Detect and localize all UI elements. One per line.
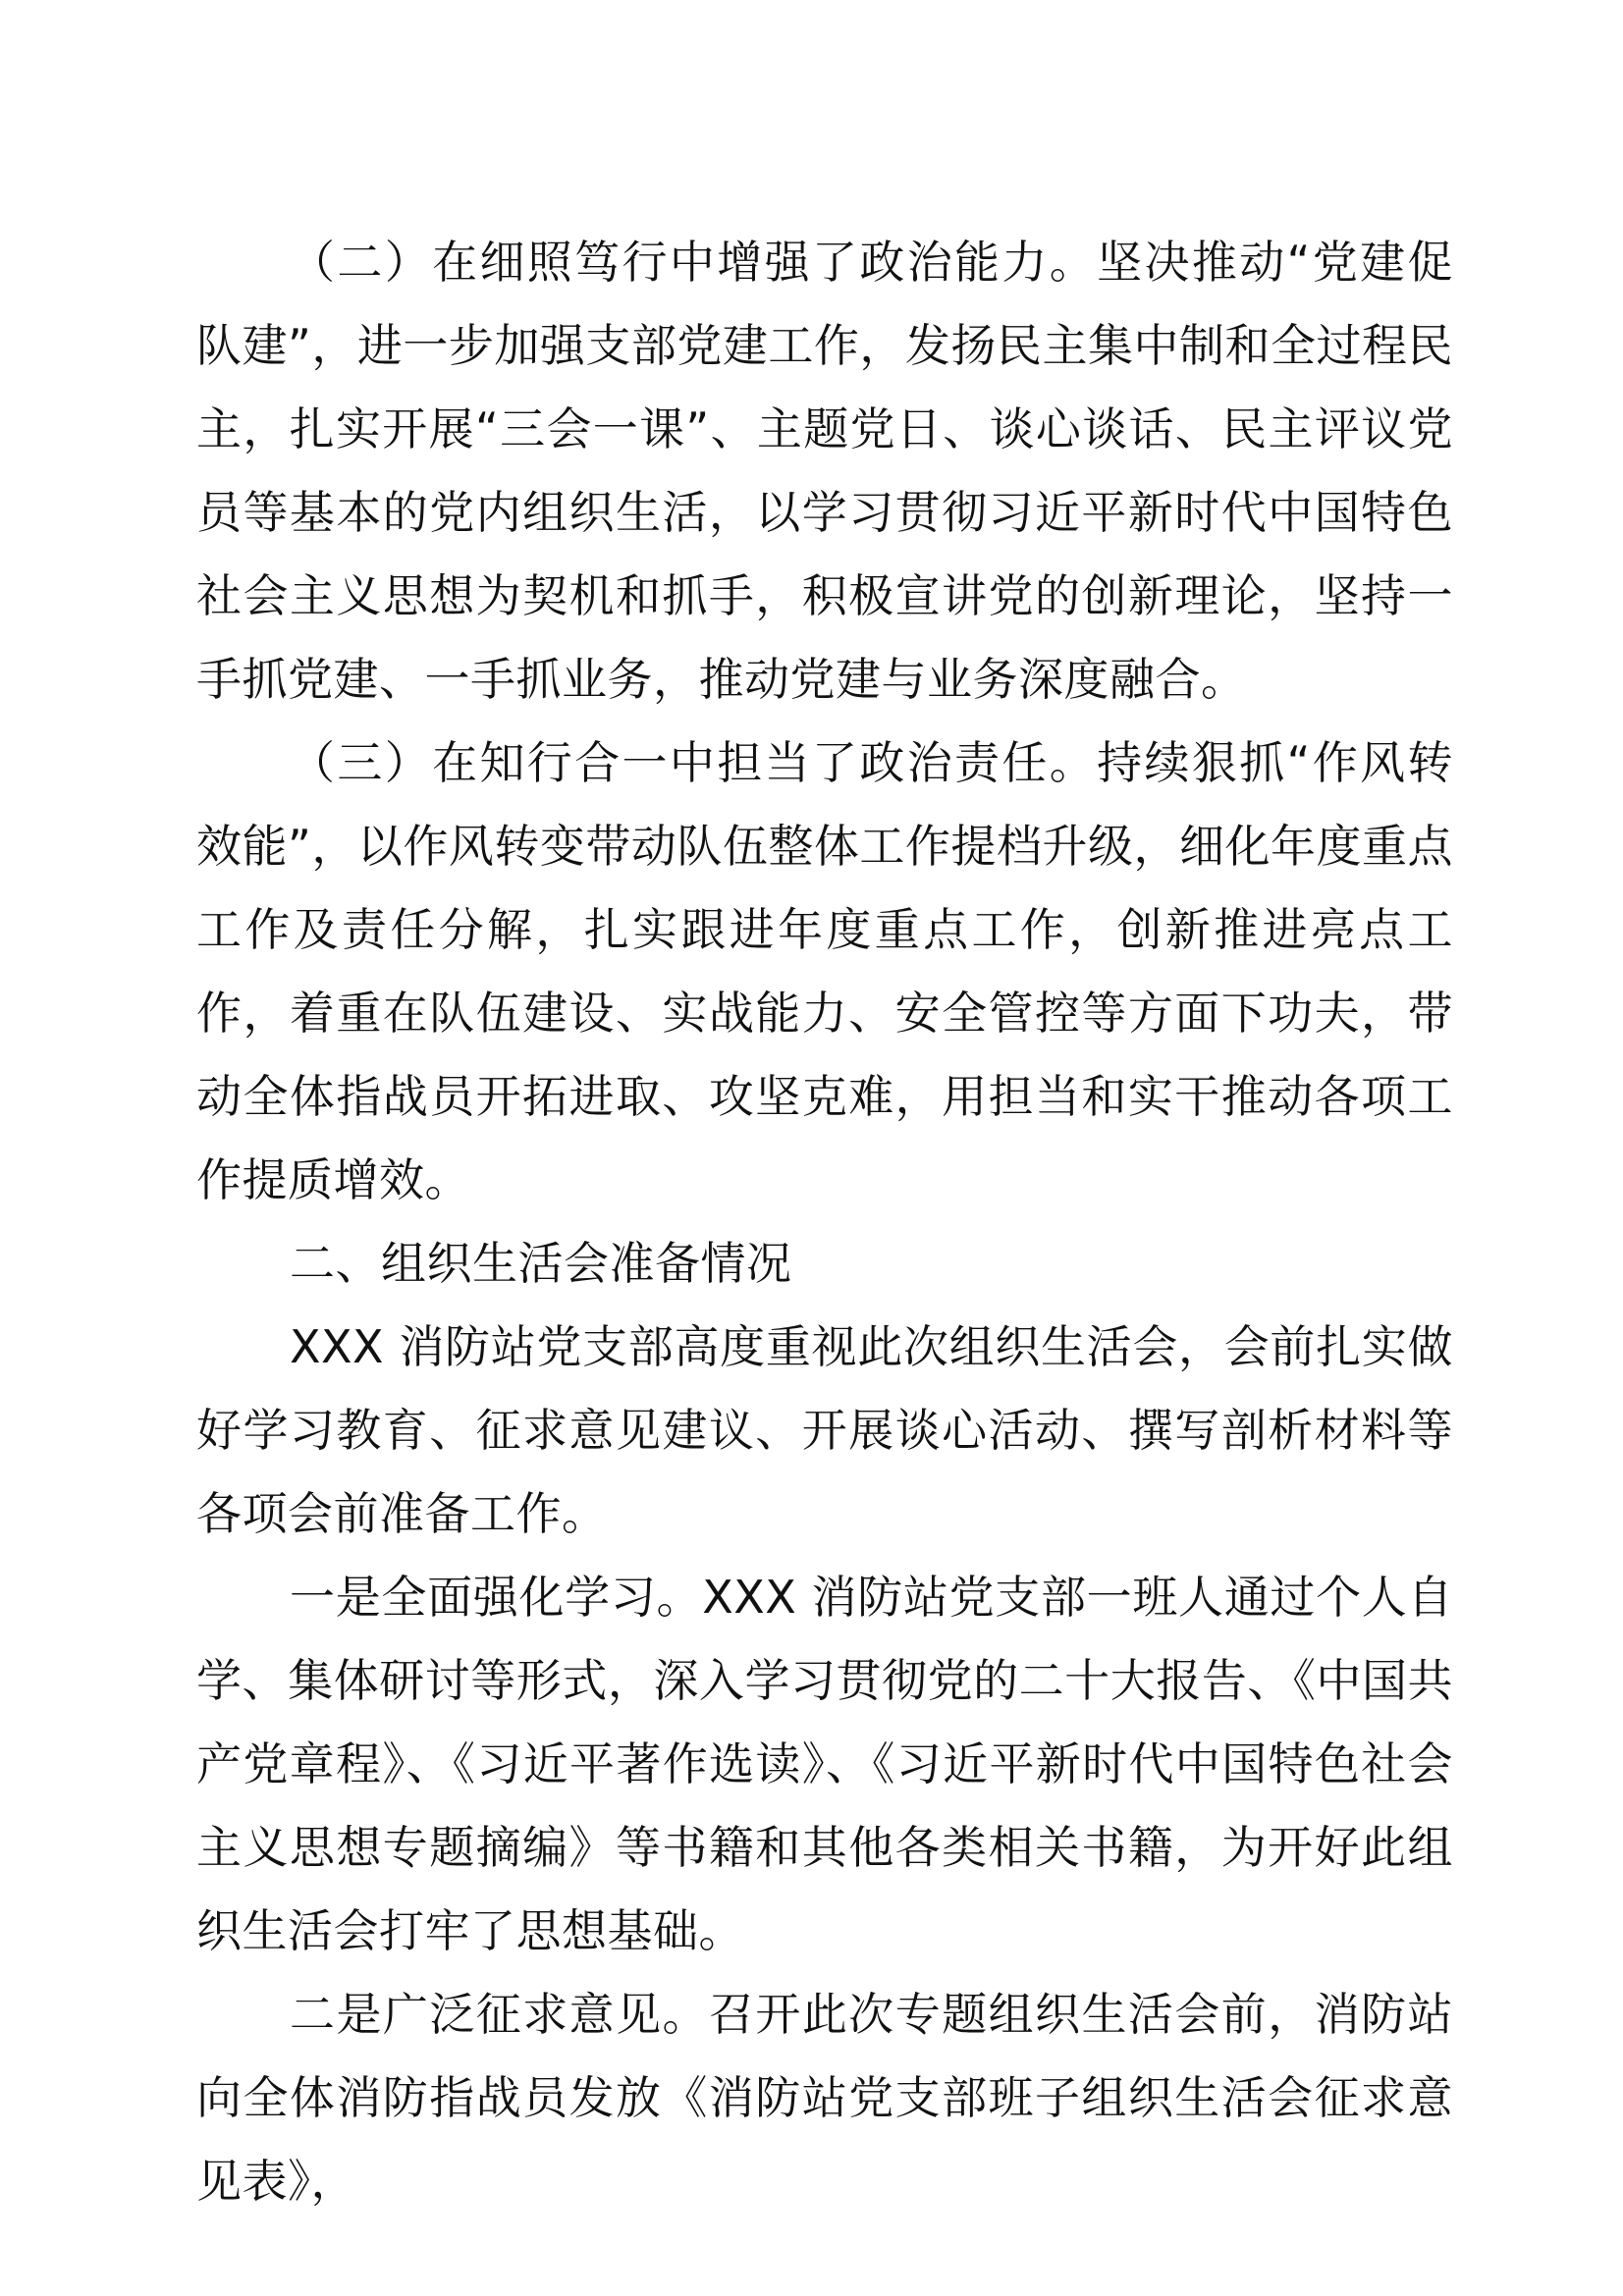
paragraph-solicit-opinions: 二是广泛征求意见。召开此次专题组织生活会前，消防站向全体消防指战员发放《消防站党支部班子组织生活会征求意见表》， [196, 1988, 1453, 2208]
paragraph-study: 一是全面强化学习。XXX 消防站党支部一班人通过个人自学、集体研讨等形式，深入学习贯彻党的二十大报告、《中国共产党章程》、《习近平著作选读》、《习近平新时代中国特色社会主义思想专题摘编》等书籍和其他各类相关书籍，为开好此组织生活会打牢了思想基础。 [196, 1571, 1453, 1957]
document-body [196, 221, 1453, 2223]
paragraph-political-responsibility: （三）在知行合一中担当了政治责任。持续狠抓“作风转效能”，以作风转变带动队伍整体工作提档升级，细化年度重点工作及责任分解，扎实跟进年度重点工作，创新推进亮点工作，着重在队伍建设、实战能力、安全管控等方面下功夫，带动全体指战员开拓进取、攻坚克难，用担当和实干推动各项工作提质增效。 [196, 736, 1453, 1206]
paragraph-political-ability: （二）在细照笃行中增强了政治能力。坚决推动“党建促队建”，进一步加强支部党建工作，发扬民主集中制和全过程民主，扎实开展“三会一课”、主题党日、谈心谈话、民主评议党员等基本的党内组织生活，以学习贯彻习近平新时代中国特色社会主义思想为契机和抓手，积极宣讲党的创新理论，坚持一手抓党建、一手抓业务，推动党建与业务深度融合。 [196, 236, 1453, 706]
paragraph-preparation-intro: XXX 消防站党支部高度重视此次组织生活会，会前扎实做好学习教育、征求意见建议、开展谈心活动、撰写剖析材料等各项会前准备工作。 [196, 1320, 1453, 1540]
section-heading-preparation: 二、组织生活会准备情况 [290, 1237, 792, 1290]
